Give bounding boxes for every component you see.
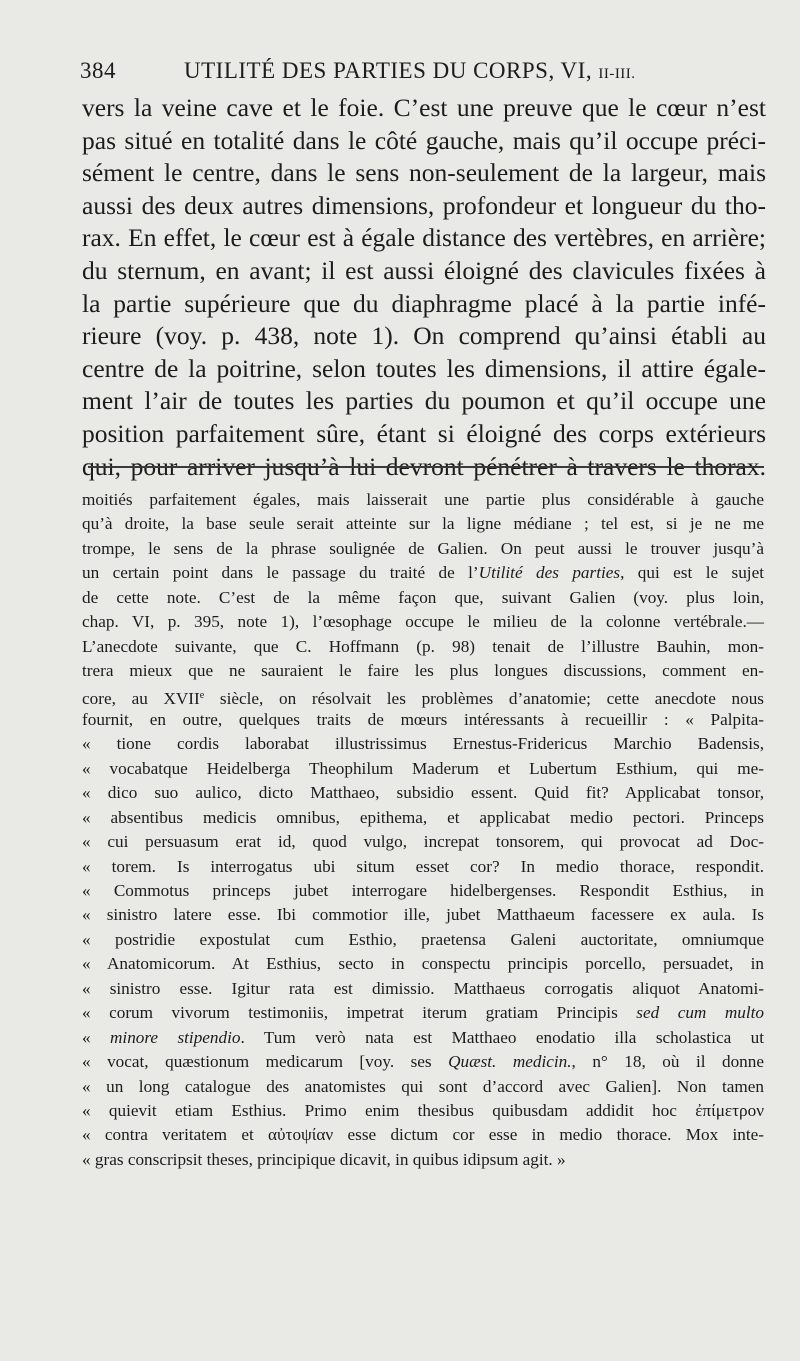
footnote-text: un certain point dans le passage du traité de l’ <box>82 563 479 583</box>
footnote-text: esse dictum cor esse in medio thorace. Mox inte- <box>333 1125 764 1145</box>
greek-word: ἐπίμετρον <box>695 1100 764 1120</box>
footnote-line: « vocabatque Heidelberga Theophilum Maderum et Lubertum Esthium, qui me- <box>82 758 764 778</box>
running-title <box>184 58 636 84</box>
footnote-line <box>82 1123 764 1147</box>
main-text-line: aussi des deux autres dimensions, profondeur et longueur du tho- <box>82 190 766 220</box>
footnote-line: « un long catalogue des anatomistes qui sont d’accord avec Galien]. Non tamen <box>82 1076 764 1096</box>
footnote-line: « sinistro esse. Igitur rata est dimissio. Matthaeus corrogatis aliquot Anatomi- <box>82 978 764 998</box>
running-title-chapter: II-III. <box>598 66 636 82</box>
main-text-line: position parfaitement sûre, étant si éloigné des corps extérieurs <box>82 418 766 448</box>
greek-word: αὐτοψίαν <box>268 1125 334 1145</box>
footnote-line: chap. VI, p. 395, note 1), l’œsophage occupe le milieu de la colonne vertébrale.— <box>82 612 764 632</box>
footnote-line <box>82 1001 764 1025</box>
main-text-line: rieure (voy. p. 438, note 1). On comprend qu’ainsi établi au <box>82 321 766 351</box>
footnote-line: « gras conscripsit theses, principique dicavit, in quibus idipsum agit. » <box>82 1149 566 1169</box>
footnote-line: fournit, en outre, quelques traits de mœurs intéressants à recueillir : « Palpita- <box>82 709 764 729</box>
cited-title: Utilité des parties <box>478 563 621 583</box>
footnote-line: L’anecdote suivante, que C. Hoffmann (p. 98) tenait de l’illustre Bauhin, mon- <box>82 636 764 656</box>
footnote-line: trera mieux que ne sauraient le faire les plus longues discussions, comment en- <box>82 661 764 681</box>
footnote-text: « quievit etiam Esthius. Primo enim thesibus quibusdam addidit hoc <box>82 1100 696 1120</box>
footnote-line: « sinistro latere esse. Ibi commotior ille, jubet Matthaeum facessere ex aula. Is <box>82 905 764 925</box>
footnote-line: « dico suo aulico, dicto Matthaeo, subsidio essent. Quid fit? Applicabat tonsor, <box>82 783 764 803</box>
footnote-text: . Tum verò nata est Matthaeo enodatio illa scholastica ut <box>240 1027 765 1047</box>
main-text-line: du sternum, en avant; il est aussi éloigné des clavicules fixées à <box>82 255 766 285</box>
footnote-text: , qui est le sujet <box>620 563 764 583</box>
footnote-line <box>82 684 764 708</box>
footnote-line: « Anatomicorum. At Esthius, secto in conspectu principis porcello, persuadet, in <box>82 954 764 974</box>
footnote-line: « cui persuasum erat id, quod vulgo, increpat tonsorem, qui provocat ad Doc- <box>82 832 764 852</box>
main-text-line: la partie supérieure que du diaphragme placé à la partie infé- <box>82 288 766 318</box>
running-title-main: UTILITÉ DES PARTIES DU CORPS, VI, <box>184 58 599 83</box>
main-text-line: qui, pour arriver jusqu’à lui devront pénétrer à travers le thorax. <box>82 451 766 481</box>
footnote-text: , n° 18, où il donne <box>571 1052 764 1072</box>
superscript: e <box>199 689 205 701</box>
footnote-line <box>82 1026 764 1050</box>
footnote-line: qu’à droite, la base seule serait atteinte sur la ligne médiane ; tel est, si je ne me <box>82 514 764 534</box>
footnote-text: « <box>82 1027 110 1047</box>
footnote-line: « torem. Is interrogatus ubi situm esset cor? In medio thorace, respondit. <box>82 856 764 876</box>
footnote-line: « postridie expostulat cum Esthio, praetensa Galeni auctoritate, omniumque <box>82 929 764 949</box>
page-number: 384 <box>80 58 116 83</box>
footnote-text: « corum vivorum testimoniis, impetrat iterum gratiam Principis <box>82 1003 637 1023</box>
main-text-line: ment l’air de toutes les parties du poumon et qu’il occupe une <box>82 386 766 416</box>
footnote-line <box>82 1050 764 1074</box>
italic-text: sed cum multo <box>636 1003 764 1023</box>
footnote-line: moitiés parfaitement égales, mais laisserait une partie plus considérable à gauche <box>82 490 764 509</box>
footnote-text: « contra veritatem et <box>82 1125 269 1145</box>
main-text-line: pas situé en totalité dans le côté gauche, mais qu’il occupe préci- <box>82 125 766 155</box>
footnote-line: trompe, le sens de la phrase soulignée de Galien. On peut aussi le trouver jusqu’à <box>82 538 764 558</box>
footnote-block <box>82 488 764 1172</box>
main-text-line: sément le centre, dans le sens non-seulement de la largeur, mais <box>82 158 766 188</box>
main-text <box>82 92 766 483</box>
italic-text: minore stipendio <box>110 1027 241 1047</box>
main-text-line: vers la veine cave et le foie. C’est une preuve que le cœur n’est <box>82 93 766 122</box>
main-text-line: centre de la poitrine, selon toutes les dimensions, il attire égale- <box>82 353 766 383</box>
footnote-text: « vocat, quæstionum medicarum [voy. ses <box>82 1052 449 1072</box>
footnote-text: siècle, on résolvait les problèmes d’anatomie; cette anecdote nous <box>204 688 764 708</box>
footnote-line <box>82 561 764 585</box>
running-header <box>80 58 670 90</box>
footnote-line: « tione cordis laborabat illustrissimus Ernestus-Fridericus Marchio Badensis, <box>82 734 764 754</box>
footnote-line <box>82 1099 764 1123</box>
footnote-line: « Commotus princeps jubet interrogare hidelbergenses. Respondit Esthius, in <box>82 881 764 900</box>
footnote-separator <box>88 466 764 468</box>
footnote-line: « absentibus medicis omnibus, epithema, et applicabat medio pectori. Princeps <box>82 807 764 827</box>
main-text-line: rax. En effet, le cœur est à égale distance des vertèbres, en arrière; <box>82 223 766 253</box>
footnote-line: de cette note. C’est de la même façon que, suivant Galien (voy. plus loin, <box>82 587 764 607</box>
footnote-text: core, au XVII <box>82 688 200 708</box>
cited-title: Quæst. medicin. <box>448 1052 572 1072</box>
